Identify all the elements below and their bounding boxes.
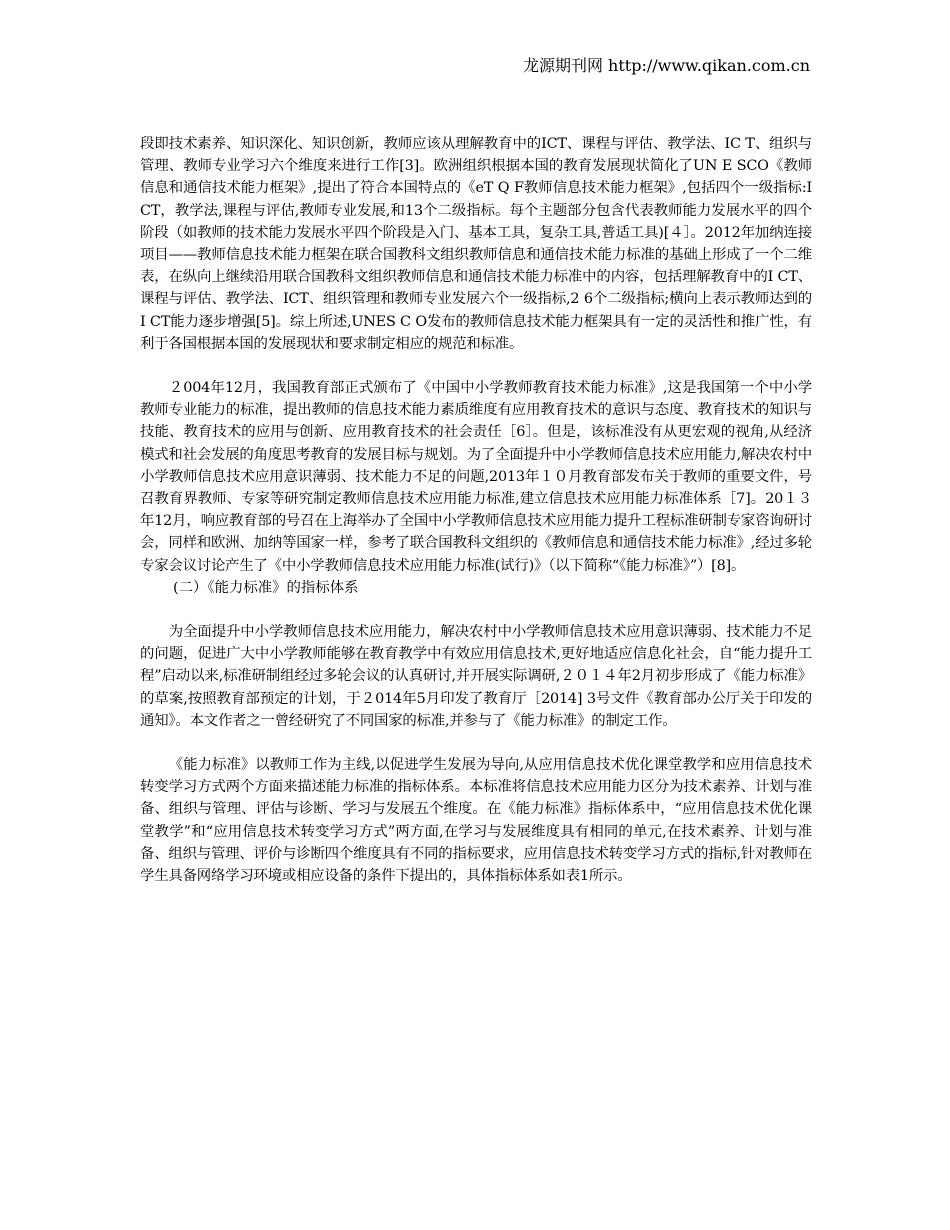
paragraph-index-system: 《能力标准》以教师工作为主线,以促进学生发展为导向,从应用信息技术优化课堂教学和应用信息技术转变学习方式两个方面来描述能力标准的指标体系。本标准将信息技术应用能力区分为技术素养、计划与准备、组织与管理、评估与诊断、学习与发展五个维度。在《能力标准》指标体系中，“应用信息技术优化课堂教学”和“应用信息技术转变学习方式”两方面,在学习与发展维度具有相同的单元,在技术素养、计划与准备、组织与管理、评价与诊断四个维度具有不同的指标要求，应用信息技术转变学习方式的指标,针对教师在学生具备网络学习环境或相应设备的条件下提出的，具体指标体系如表1所示。 [140,757,812,885]
paragraph-standard-development: 为全面提升中小学教师信息技术应用能力，解决农村中小学教师信息技术应用意识薄弱、技术能力不足的问题，促进广大中小学教师能够在教育教学中有效应用信息技术,更好地适应信息化社会，自“能力提升工程”启动以来,标准研制组经过多轮会议的认真研讨,并开展实际调研,２０１４年2月初步形成了《能力标准》的草案,按照教育部预定的计划，于２014年5月印发了教育厅［2014] 3号文件《教育部办公厅关于印发的通知》。本文作者之一曾经研究了不同国家的标准,并参与了《能力标准》的制定工作。 [140,624,812,729]
paragraph-china-standard: ２004年12月，我国教育部正式颁布了《中国中小学教师教育技术能力标准》,这是我国第一个中小学教师专业能力的标准，提出教师的信息技术能力素质维度有应用教育技术的意识与态度、教育技术的知识与技能、教育技术的应用与创新、应用教育技术的社会责任［6］。但是，该标准没有从更宏观的视角,从经济模式和社会发展的角度思考教育的发展目标与规划。为了全面提升中小学教师信息技术应用能力,解决农村中小学教师信息技术应用意识薄弱、技术能力不足的问题,2013年１０月教育部发布关于教师的重要文件，号召教育界教师、专家等研究制定教师信息技术应用能力标准,建立信息技术应用能力标准体系［7]。20１３年12月，响应教育部的号召在上海举办了全国中小学教师信息技术应用能力提升工程标准研制专家咨询研讨会，同样和欧洲、加纳等国家一样，参考了联合国教科文组织的《教师信息和通信技术能力标准》,经过多轮专家会议讨论产生了《中小学教师信息技术应用能力标准(试行)》（以下简称“《能力标准》”）[8]。 [140,380,812,574]
journal-header: 龙源期刊网 http://www.qikan.com.cn [522,56,810,75]
section-heading: (二）《能力标准》的指标体系 [173,579,359,596]
paragraph-frameworks: 段即技术素养、知识深化、知识创新，教师应该从理解教育中的ICT、课程与评估、教学法、IC T、组织与管理、教师专业学习六个维度来进行工作[3]。欧洲组织根据本国的教育发展现状简化了UN E SCO《教师信息和通信技术能力框架》,提出了符合本国特点的《eT Q F教师信息技术能力框架》,包括四个一级指标:ICT，教学法,课程与评估,教师专业发展,和13个二级指标。每个主题部分包含代表教师能力发展水平的四个阶段（如教师的技术能力发展水平四个阶段是入门、基本工具，复杂工具,普适工具)[４］。2012年加纳连接项目——教师信息技术能力框架在联合国教科文组织教师信息和通信技术能力标准的基础上形成了一个二维表，在纵向上继续沿用联合国教科文组织教师信息和通信技术能力标准中的内容，包括理解教育中的I CT、课程与评估、教学法、ICT、组织管理和教师专业发展六个一级指标,2 6个二级指标;横向上表示教师达到的I CT能力逐步增强[5]。综上所述,UNES C O发布的教师信息技术能力框架具有一定的灵活性和推广性，有利于各国根据本国的发展现状和要求制定相应的规范和标准。 [140,136,812,352]
article-body [140,133,812,887]
